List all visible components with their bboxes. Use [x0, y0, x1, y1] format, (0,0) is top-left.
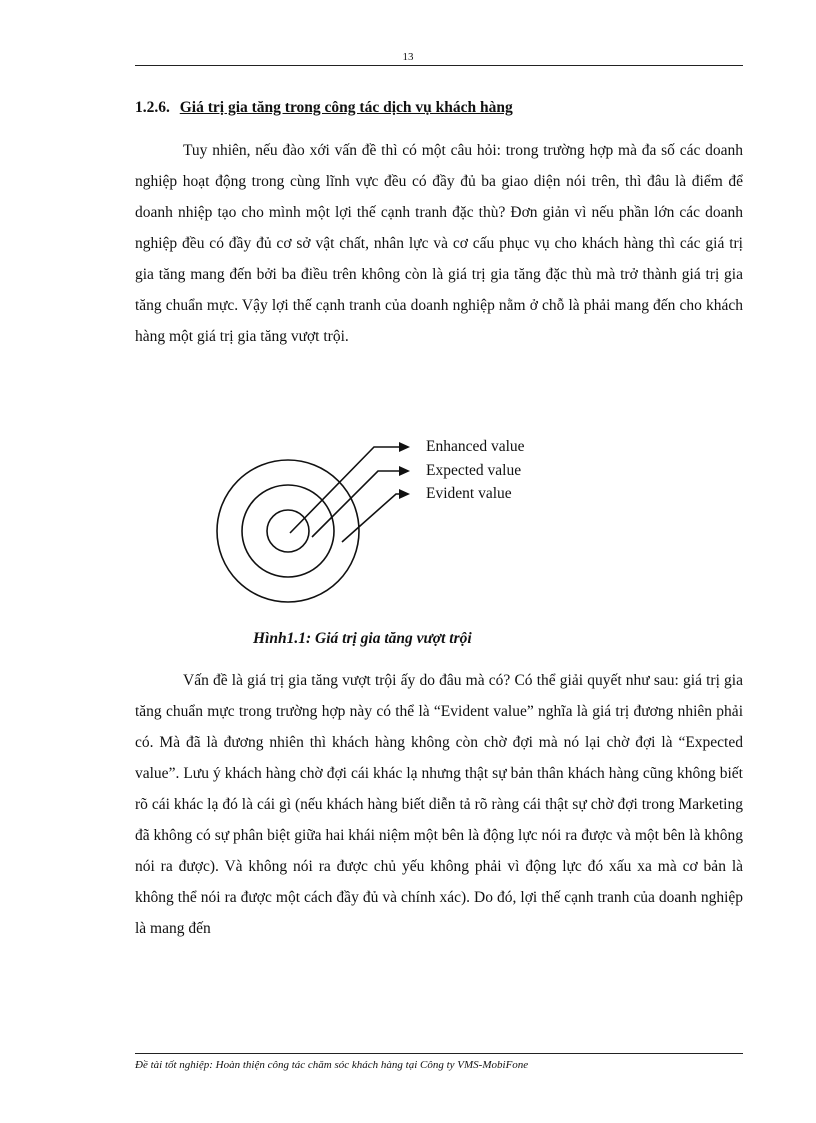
- concentric-circles-diagram: [200, 430, 560, 610]
- page-number: 13: [402, 51, 414, 63]
- paragraph-text: Tuy nhiên, nếu đào xới vấn đề thì có một câu hỏi: trong trường hợp mà đa số các doanh nghiệp hoạt động trong cùng lĩnh vực đều có đầy đủ ba giao diện nói trên, thì đâu là điểm để doanh nhiệp tạo cho mình một lợi thế cạnh tranh đặc thù? Đơn giản vì nếu phần lớn các doanh nghiệp đều có đầy đủ cơ sở vật chất, nhân lực và cơ cấu phục vụ cho khách hàng thì các giá trị gia tăng mang đến bởi ba điều trên không còn là giá trị gia tăng đặc thù mà trở thành giá trị gia tăng chuẩn mực. Vậy lợi thế cạnh tranh của doanh nghiệp nằm ở chỗ là phải mang đến cho khách hàng một giá trị gia tăng vượt trội.: [135, 142, 743, 345]
- section-number: 1.2.6.: [135, 99, 170, 116]
- paragraph-text: Vấn đề là giá trị gia tăng vượt trội ấy do đâu mà có? Có thể giải quyết như sau: giá trị gia tăng chuẩn mực trong trường hợp này có thể là “Evident value” nghĩa là giá trị đương nhiên phải có. Mà đã là đương nhiên thì khách hàng không còn chờ đợi mà nó lại chờ đợi là “Expected value”. Lưu ý khách hàng chờ đợi cái khác lạ nhưng thật sự bản thân khách hàng cũng không biết rõ cái khác lạ đó là cái gì (nếu khách hàng biết diễn tả rõ ràng cái thật sự chờ đợi trong Marketing đã không có sự phân biệt giữa hai khái niệm một bên là động lực nói ra được và một bên là không nói ra được). Và không nói ra được chủ yếu không phải vì động lực đó xấu xa mà cơ bản là không thể nói ra được một cách đầy đủ và chính xác). Do đó, lợi thế cạnh tranh của doanh nghiệp là mang đến: [135, 672, 743, 937]
- paragraph: [135, 135, 743, 352]
- expected-value-label: Expected value: [426, 462, 522, 479]
- middle-circle: [242, 485, 334, 577]
- evident-arrow-line: [342, 494, 402, 542]
- outer-circle: [217, 460, 359, 602]
- evident-arrowhead: [399, 489, 410, 499]
- enhanced-value-label: Enhanced value: [426, 438, 525, 455]
- figure-caption: Hình1.1: Giá trị gia tăng vượt trội: [253, 630, 472, 647]
- inner-circle: [267, 510, 309, 552]
- header-rule: [135, 65, 743, 66]
- section-heading: [135, 99, 513, 117]
- footer-text: Đề tài tốt nghiệp: Hoàn thiện công tác chăm sóc khách hàng tại Công ty VMS-MobiFone: [135, 1059, 529, 1071]
- evident-value-label: Evident value: [426, 485, 512, 502]
- section-title: Giá trị gia tăng trong công tác dịch vụ khách hàng: [179, 99, 513, 116]
- value-diagram: [200, 430, 560, 610]
- footer-rule: [135, 1053, 743, 1054]
- paragraph: [135, 665, 743, 944]
- enhanced-arrowhead: [399, 442, 410, 452]
- expected-arrowhead: [399, 466, 410, 476]
